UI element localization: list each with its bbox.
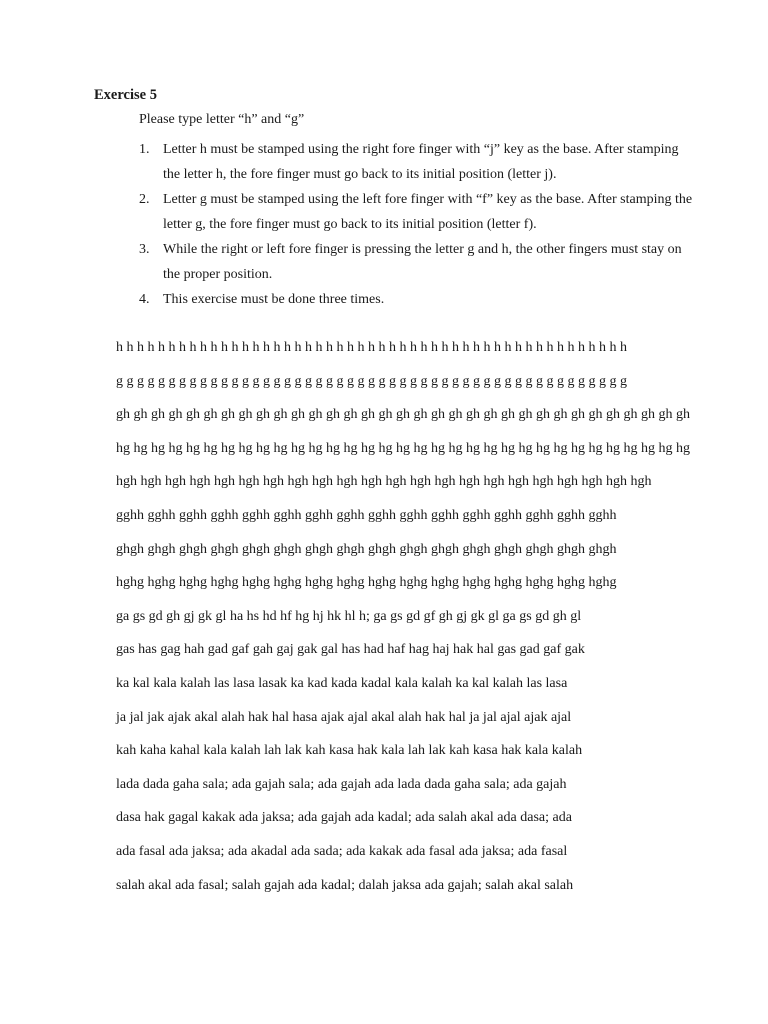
drill-line: ga gs gd gh gj gk gl ha hs hd hf hg hj hk hl h; ga gs gd gf gh gj gk gl ga gs gd gh gl [116,608,582,624]
instruction-number: 2. [139,192,150,207]
drill-line: ja jal jak ajak akal alah hak hal hasa ajak ajal akal alah hak hal ja jal ajal ajak ajal [116,709,572,725]
instruction-number: 3. [139,242,150,257]
instruction-text: Letter g must be stamped using the left fore finger with “f” key as the base. After stamping the letter g, the fore finger must go back to its initial position (letter f). [163,192,693,232]
instruction-number: 4. [139,292,150,307]
drill-line: ghgh ghgh ghgh ghgh ghgh ghgh ghgh ghgh ghgh ghgh ghgh ghgh ghgh ghgh ghgh ghgh [116,541,617,557]
instruction-text: While the right or left fore finger is pressing the letter g and h, the other fingers must stay on the proper position. [163,242,682,282]
instruction-text: This exercise must be done three times. [163,292,385,307]
instruction-item [139,137,699,187]
typing-drills [116,340,690,911]
drill-line: lada dada gaha sala; ada gajah sala; ada gajah ada lada dada gaha sala; ada gajah [116,776,567,792]
drill-line: ka kal kala kalah las lasa lasak ka kad kada kadal kala kalah ka kal kalah las lasa [116,675,568,691]
exercise-intro: Please type letter “h” and “g” [139,112,305,127]
drill-line: dasa hak gagal kakak ada jaksa; ada gajah ada kadal; ada salah akal ada dasa; ada [116,810,572,826]
instruction-list [139,137,699,312]
drill-line: gas has gag hah gad gaf gah gaj gak gal has had haf hag haj hak hal gas gad gaf gak [116,642,585,658]
drill-line: gghh gghh gghh gghh gghh gghh gghh gghh gghh gghh gghh gghh gghh gghh gghh gghh [116,507,617,523]
drill-line: kah kaha kahal kala kalah lah lak kah kasa hak kala lah lak kah kasa hak kala kalah [116,743,583,759]
drill-line: g g g g g g g g g g g g g g g g g g g g g g g g g g g g g g g g g g g g g g g g g g g g g g g g g [116,373,627,389]
instruction-text: Letter h must be stamped using the right fore finger with “j” key as the base. After stamping the letter h, the fore finger must go back to its initial position (letter j). [163,142,679,182]
drill-line: hg hg hg hg hg hg hg hg hg hg hg hg hg hg hg hg hg hg hg hg hg hg hg hg hg hg hg hg hg hg hg hg hg [116,440,690,456]
instruction-item [139,237,699,287]
drill-line: gh gh gh gh gh gh gh gh gh gh gh gh gh gh gh gh gh gh gh gh gh gh gh gh gh gh gh gh gh gh gh gh gh [116,407,690,423]
instruction-item [139,287,699,312]
drill-line: salah akal ada fasal; salah gajah ada kadal; dalah jaksa ada gajah; salah akal salah [116,877,574,893]
drill-line: h h h h h h h h h h h h h h h h h h h h h h h h h h h h h h h h h h h h h h h h h h h h h h h h h [116,340,627,355]
exercise-title: Exercise 5 [94,87,157,103]
drill-line: ada fasal ada jaksa; ada akadal ada sada; ada kakak ada fasal ada jaksa; ada fasal [116,843,568,859]
drill-line: hgh hgh hgh hgh hgh hgh hgh hgh hgh hgh hgh hgh hgh hgh hgh hgh hgh hgh hgh hgh hgh hgh [116,474,652,490]
instruction-item [139,187,699,237]
drill-line: hghg hghg hghg hghg hghg hghg hghg hghg hghg hghg hghg hghg hghg hghg hghg hghg [116,575,617,591]
instruction-number: 1. [139,142,150,157]
